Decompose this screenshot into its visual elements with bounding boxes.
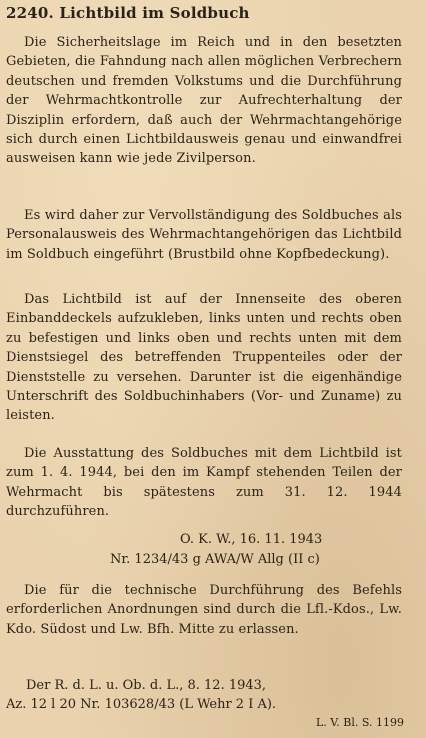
- paragraph-1: Die Sicherheitslage im Reich und in den besetzten Gebieten, die Fahndung nach allen möglichen Verbrechern deutschen und fremden Volkstums und die Durchführung der Wehrmachtkontrolle zur Aufrechterhaltung der Disziplin erfordern, daß auch der Wehrmachtangehörige sich durch einen Lichtbildausweis genau und einwandfrei ausweisen kann wie jede Zivilperson.: [6, 35, 402, 167]
- okw-reference-date: O. K. W., 16. 11. 1943: [180, 532, 323, 547]
- okw-reference-number: Nr. 1234/43 g AWA/W Allg (II c): [110, 552, 320, 567]
- paragraph-5: Die für die technische Durchführung des Befehls erforderlichen Anordnungen sind durch die Lfl.-Kdos., Lw. Kdo. Südost und Lw. Bfh. Mitte zu erlassen.: [6, 583, 402, 637]
- paragraph-4: Die Ausstattung des Soldbuches mit dem Lichtbild ist zum 1. 4. 1944, bei den im Kampf stehenden Teilen der Wehrmacht bis spätestens zum 31. 12. 1944 durchzuführen.: [6, 446, 402, 520]
- article-heading: 2240. Lichtbild im Soldbuch: [6, 4, 250, 22]
- paragraph-2: Es wird daher zur Vervollständigung des Soldbuches als Personalausweis des Wehrmachtangehörigen das Lichtbild im Soldbuch eingeführt (Brustbild ohne Kopfbedeckung).: [6, 208, 402, 262]
- source-citation: L. V. Bl. S. 1199: [315, 716, 404, 729]
- rdl-reference-number: Az. 12 l 20 Nr. 103628/43 (L Wehr 2 I A).: [6, 697, 277, 712]
- rdl-reference-date: Der R. d. L. u. Ob. d. L., 8. 12. 1943,: [26, 678, 267, 693]
- paragraph-3: Das Lichtbild ist auf der Innenseite des oberen Einbanddeckels aufzukleben, links unten und rechts oben zu befestigen und links oben und rechts unten mit dem Dienstsiegel des betreffenden Truppenteiles oder der Dienststelle zu versehen. Darunter ist die eigenhändige Unterschrift des Soldbuchinhabers (Vor- und Zuname) zu leisten.: [6, 292, 402, 424]
